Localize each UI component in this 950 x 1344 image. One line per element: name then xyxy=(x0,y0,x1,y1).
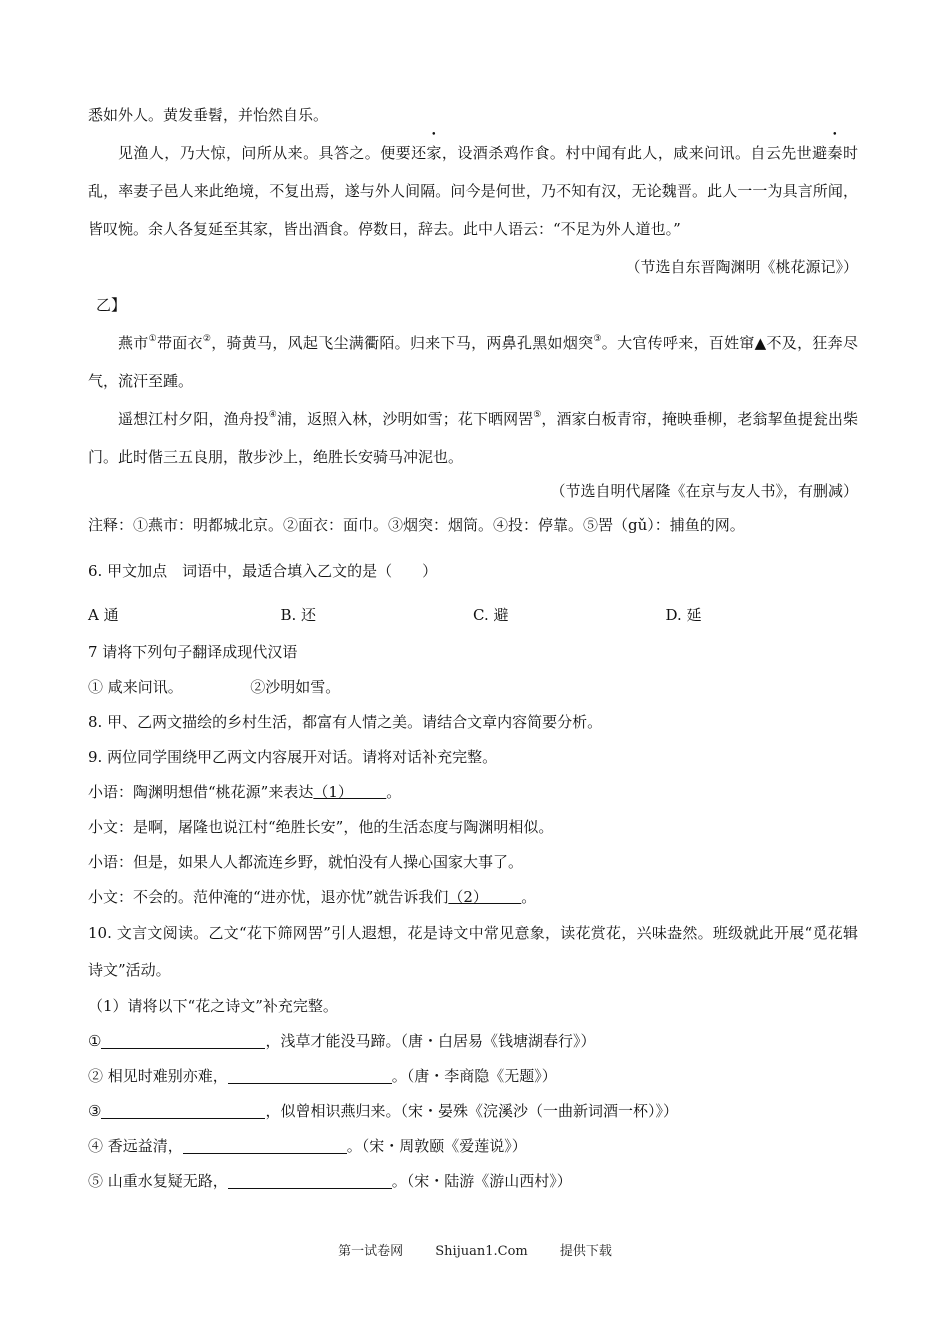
dialog-line-1: 小语：陶渊明想借“桃花源”来表达（1） 。 xyxy=(88,783,402,801)
poem-line-2: ② 相见时难别亦难， 。（唐・李商隐《无题》） xyxy=(88,1067,557,1085)
passage-a-paragraph: 见渔人，乃大惊，问所从来。具答之。便要还家，设酒杀鸡作食。村中闻有此人，咸来问讯。自云先世避秦时乱，率妻子邑人来此绝境，不复出焉，遂与外人间隔。问今是何世，乃不知有汉，无论魏晋。此人一一为具言所闻，皆叹惋。余人各复延至其家，皆出酒食。停数日，辞去。此中人语云：“不足为外人道也。” xyxy=(88,144,858,238)
question-9-stem: 9. 两位同学围绕甲乙两文内容展开对话。请将对话补充完整。 xyxy=(88,748,498,766)
question-6-options xyxy=(88,595,858,635)
dotted-char-huan: 还 xyxy=(411,144,427,162)
footnote-mark: ④ xyxy=(268,410,277,420)
footer-domain[interactable]: Shijuan1.Com xyxy=(435,1244,528,1259)
poem-line-4: ④ 香远益清， 。（宋・周敦颐《爱莲说》） xyxy=(88,1137,527,1155)
poem-blank[interactable] xyxy=(228,1172,392,1189)
footnote-mark: ⑤ xyxy=(533,410,542,420)
question-7-stem: 7 请将下列句子翻译成现代汉语 xyxy=(88,643,298,661)
exam-page xyxy=(88,96,858,1199)
option-b[interactable]: B. 还 xyxy=(280,606,317,624)
passage-b-source: （节选自明代屠隆《在京与友人书》，有删减） xyxy=(550,482,858,500)
dialog-line-2: 小文：是啊，屠隆也说江村“绝胜长安”，他的生活态度与陶渊明相似。 xyxy=(88,818,554,836)
footer-note: 提供下载 xyxy=(559,1244,612,1259)
passage-b-paragraph-2: 遥想江村夕阳，渔舟投④浦，返照入林，沙明如雪；花下晒网罟⑤，酒家白板青帘，掩映垂柳，老翁挈鱼提瓮出柴门。此时偕三五良朋，散步沙上，绝胜长安骑马冲泥也。 xyxy=(88,410,858,466)
question-10-sub1: （1）请将以下“花之诗文”补充完整。 xyxy=(88,997,338,1015)
poem-line-1: ① ，浅草才能没马蹄。（唐・白居易《钱塘湖春行》） xyxy=(88,1032,596,1050)
footnote-mark: ③ xyxy=(593,334,602,344)
poem-blank[interactable] xyxy=(183,1137,347,1154)
poem-blank[interactable] xyxy=(228,1067,392,1084)
answer-blank-2[interactable]: （2） xyxy=(448,888,522,906)
passage-b-heading: 乙】 xyxy=(96,296,127,314)
answer-blank-1[interactable]: （1） xyxy=(313,783,387,801)
poem-line-5: ⑤ 山重水复疑无路， 。（宋・陆游《游山西村》） xyxy=(88,1172,572,1190)
dialog-line-4: 小文：不会的。范仲淹的“进亦忧，退亦忧”就告诉我们（2） 。 xyxy=(88,888,537,906)
poem-line-3: ③ ，似曾相识燕归来。（宋・晏殊《浣溪沙（一曲新词酒一杯）》） xyxy=(88,1102,678,1120)
poem-blank[interactable] xyxy=(101,1032,265,1049)
page-footer xyxy=(0,1240,950,1259)
question-8-stem: 8. 甲、乙两文描绘的乡村生活，都富有人情之美。请结合文章内容简要分析。 xyxy=(88,713,603,731)
option-d[interactable]: D. 延 xyxy=(665,606,702,624)
option-a[interactable]: A 通 xyxy=(88,606,119,624)
poem-blank[interactable] xyxy=(101,1102,265,1119)
passage-b-paragraph-1: 燕市①带面衣②，骑黄马，风起飞尘满衢陌。归来下马，两鼻孔黑如烟突③。大官传呼来，百姓窜▲不及，狂奔尽气，流汗至踵。 xyxy=(88,334,858,390)
passage-a-line: 悉如外人。黄发垂髫，并怡然自乐。 xyxy=(88,106,329,124)
question-10-stem: 10. 文言文阅读。乙文“花下筛网罟”引人遐想，花是诗文中常见意象，读花赏花，兴味盎然。班级就此开展“觅花辑诗文”活动。 xyxy=(88,924,858,979)
question-6-stem: 6. 甲文加点 词语中，最适合填入乙文的是（ ） xyxy=(88,562,438,580)
option-c[interactable]: C. 避 xyxy=(473,606,509,624)
footer-site: 第一试卷网 xyxy=(338,1244,404,1259)
dotted-char-bi: 避 xyxy=(812,144,828,162)
dialog-line-3: 小语：但是，如果人人都流连乡野，就怕没有人操心国家大事了。 xyxy=(88,853,524,871)
passage-a-source: （节选自东晋陶渊明《桃花源记》） xyxy=(625,258,858,276)
passage-b-notes: 注释：①燕市：明都城北京。②面衣：面巾。③烟突：烟筒。④投：停靠。⑤罟（gǔ）：捕鱼的网。 xyxy=(88,516,745,534)
footnote-mark: ② xyxy=(202,334,212,344)
footnote-mark: ① xyxy=(148,334,157,344)
question-7-items: ① 咸来问讯。 ②沙明如雪。 xyxy=(88,678,341,696)
